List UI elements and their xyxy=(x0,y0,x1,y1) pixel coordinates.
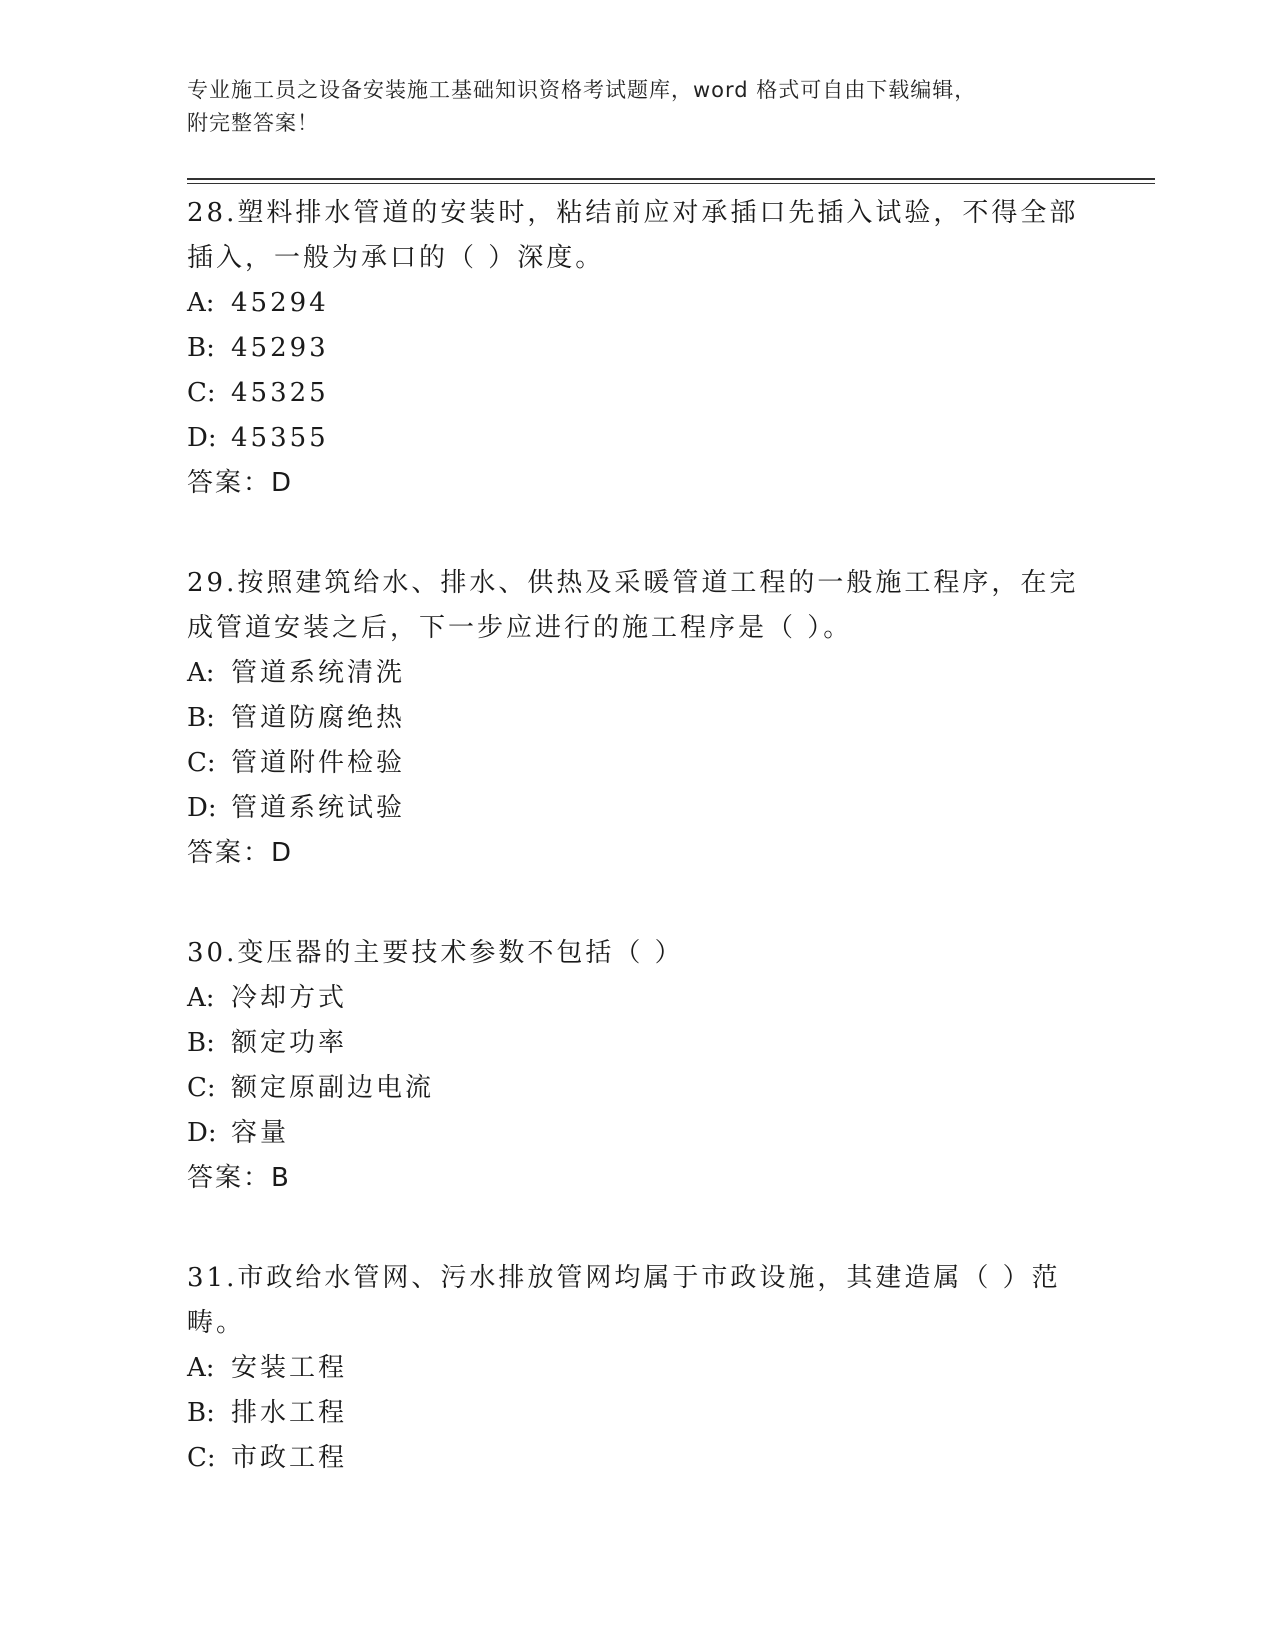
question-stem: 30.变压器的主要技术参数不包括（ ） xyxy=(187,938,684,968)
option-text: 额定原副边电流 xyxy=(231,1073,435,1103)
option-text: 45355 xyxy=(231,423,329,453)
option-text: 管道防腐绝热 xyxy=(231,703,406,733)
option-c xyxy=(187,1436,1087,1481)
option-b xyxy=(187,1021,1087,1066)
option-d xyxy=(187,416,1087,461)
option-letter: C: xyxy=(187,1443,216,1473)
option-letter: D: xyxy=(187,1118,217,1148)
option-text: 45294 xyxy=(231,288,329,318)
option-letter: B: xyxy=(187,333,215,363)
option-text: 45325 xyxy=(231,378,329,408)
option-b xyxy=(187,696,1087,741)
option-c xyxy=(187,1066,1087,1111)
option-letter: C: xyxy=(187,748,216,778)
question-31 xyxy=(187,1253,1087,1481)
option-a xyxy=(187,1346,1087,1391)
question-29 xyxy=(187,558,1087,876)
option-letter: D: xyxy=(187,423,217,453)
header-line-2: 附完整答案！ xyxy=(187,111,319,135)
option-letter: A: xyxy=(187,658,215,688)
option-c xyxy=(187,371,1087,416)
option-a xyxy=(187,976,1087,1021)
option-b xyxy=(187,326,1087,371)
document-header xyxy=(187,74,1067,140)
option-d xyxy=(187,1111,1087,1156)
answer-line: 答案：B xyxy=(187,1163,291,1193)
option-letter: A: xyxy=(187,1353,215,1383)
option-letter: C: xyxy=(187,378,216,408)
option-text: 冷却方式 xyxy=(231,983,348,1013)
option-d xyxy=(187,786,1087,831)
option-text: 容量 xyxy=(231,1118,290,1148)
option-letter: C: xyxy=(187,1073,216,1103)
option-a xyxy=(187,281,1087,326)
option-c xyxy=(187,741,1087,786)
option-a xyxy=(187,651,1087,696)
option-letter: B: xyxy=(187,1028,215,1058)
option-text: 市政工程 xyxy=(231,1443,348,1473)
header-line-1: 专业施工员之设备安装施工基础知识资格考试题库，word 格式可自由下载编辑， xyxy=(187,78,977,102)
option-text: 排水工程 xyxy=(231,1398,348,1428)
option-letter: B: xyxy=(187,1398,215,1428)
question-stem: 28.塑料排水管道的安装时，粘结前应对承插口先插入试验，不得全部插入，一般为承口的（ ）深度。 xyxy=(187,198,1079,273)
question-stem: 29.按照建筑给水、排水、供热及采暖管道工程的一般施工程序，在完成管道安装之后，下一步应进行的施工程序是（ ）。 xyxy=(187,568,1079,643)
header-rule-thin xyxy=(187,183,1155,184)
answer-line: 答案：D xyxy=(187,468,294,498)
option-letter: A: xyxy=(187,288,215,318)
option-text: 管道系统清洗 xyxy=(231,658,406,688)
option-letter: A: xyxy=(187,983,215,1013)
option-b xyxy=(187,1391,1087,1436)
answer-line: 答案：D xyxy=(187,838,294,868)
option-letter: B: xyxy=(187,703,215,733)
question-28 xyxy=(187,188,1087,506)
option-text: 额定功率 xyxy=(231,1028,348,1058)
question-30 xyxy=(187,928,1087,1201)
header-rule-thick xyxy=(187,178,1155,180)
option-text: 管道附件检验 xyxy=(231,748,406,778)
question-list xyxy=(187,188,1087,1533)
question-stem: 31.市政给水管网、污水排放管网均属于市政设施，其建造属（ ）范畴。 xyxy=(187,1263,1061,1338)
option-text: 45293 xyxy=(231,333,329,363)
option-text: 管道系统试验 xyxy=(231,793,406,823)
option-text: 安装工程 xyxy=(231,1353,348,1383)
option-letter: D: xyxy=(187,793,217,823)
